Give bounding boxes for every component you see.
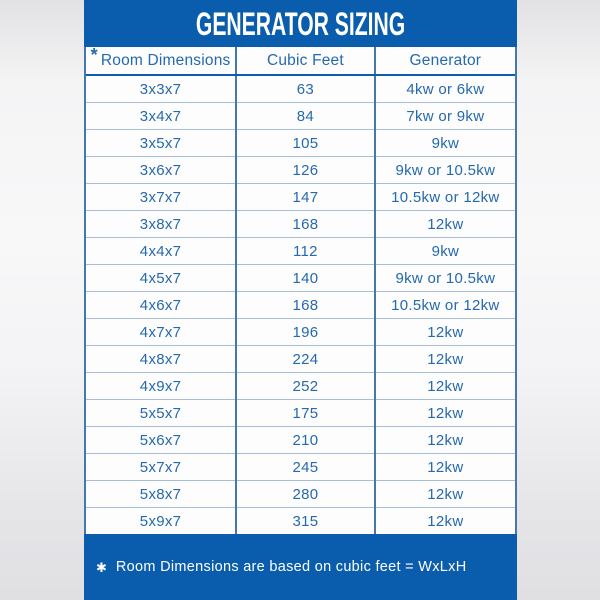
cell-cubic-feet: 168 [236, 211, 375, 238]
table-row [86, 373, 515, 400]
cell-generator: 12kw [375, 481, 515, 508]
column-header-room-dimensions-label: Room Dimensions [100, 51, 231, 69]
cell-cubic-feet: 210 [236, 427, 375, 454]
cell-room-dimensions: 5x5x7 [86, 400, 236, 427]
cell-room-dimensions: 4x5x7 [86, 265, 236, 292]
cell-generator: 10.5kw or 12kw [375, 292, 515, 319]
cell-room-dimensions: 4x6x7 [86, 292, 236, 319]
cell-room-dimensions: 3x5x7 [86, 130, 236, 157]
column-header-cubic-feet: Cubic Feet [236, 47, 375, 75]
table-area [84, 44, 517, 534]
cell-generator: 12kw [375, 319, 515, 346]
table-row [86, 346, 515, 373]
footer-bar [84, 534, 517, 600]
header-row [86, 47, 515, 75]
cell-cubic-feet: 84 [236, 103, 375, 130]
cell-room-dimensions: 4x7x7 [86, 319, 236, 346]
title-bar [84, 0, 517, 47]
cell-generator: 12kw [375, 211, 515, 238]
table-row [86, 265, 515, 292]
table-row [86, 319, 515, 346]
generator-sizing-panel [84, 0, 517, 600]
cell-cubic-feet: 196 [236, 319, 375, 346]
cell-generator: 12kw [375, 508, 515, 534]
cell-room-dimensions: 3x4x7 [86, 103, 236, 130]
table-row [86, 292, 515, 319]
cell-generator: 12kw [375, 400, 515, 427]
footnote-text: Room Dimensions are based on cubic feet = WxLxH [115, 559, 467, 575]
table-row [86, 211, 515, 238]
table-row [86, 75, 515, 103]
cell-generator: 12kw [375, 373, 515, 400]
cell-generator: 9kw or 10.5kw [375, 157, 515, 184]
cell-generator: 10.5kw or 12kw [375, 184, 515, 211]
cell-cubic-feet: 315 [236, 508, 375, 534]
cell-generator: 12kw [375, 454, 515, 481]
cell-cubic-feet: 147 [236, 184, 375, 211]
table-row [86, 400, 515, 427]
cell-room-dimensions: 5x6x7 [86, 427, 236, 454]
table-row [86, 157, 515, 184]
cell-room-dimensions: 5x9x7 [86, 508, 236, 534]
table-body [86, 75, 515, 534]
page-title: GENERATOR SIZING [195, 5, 406, 42]
cell-generator: 9kw [375, 130, 515, 157]
cell-room-dimensions: 4x4x7 [86, 238, 236, 265]
cell-generator: 4kw or 6kw [375, 75, 515, 103]
table-row [86, 238, 515, 265]
footnote-asterisk-icon: ✱ [96, 559, 107, 575]
cell-cubic-feet: 245 [236, 454, 375, 481]
cell-room-dimensions: 3x6x7 [86, 157, 236, 184]
cell-cubic-feet: 63 [236, 75, 375, 103]
table-row [86, 481, 515, 508]
cell-cubic-feet: 224 [236, 346, 375, 373]
cell-generator: 9kw [375, 238, 515, 265]
column-header-room-dimensions [86, 44, 236, 75]
cell-cubic-feet: 175 [236, 400, 375, 427]
cell-cubic-feet: 126 [236, 157, 375, 184]
table-row [86, 103, 515, 130]
column-header-generator: Generator [375, 47, 515, 75]
cell-cubic-feet: 280 [236, 481, 375, 508]
table-row [86, 130, 515, 157]
cell-room-dimensions: 3x8x7 [86, 211, 236, 238]
table-row [86, 454, 515, 481]
table-row [86, 184, 515, 211]
cell-room-dimensions: 4x8x7 [86, 346, 236, 373]
cell-cubic-feet: 105 [236, 130, 375, 157]
cell-generator: 12kw [375, 427, 515, 454]
cell-cubic-feet: 112 [236, 238, 375, 265]
cell-room-dimensions: 3x3x7 [139, 80, 182, 98]
cell-room-dimensions: 5x7x7 [86, 454, 236, 481]
cell-generator: 12kw [375, 346, 515, 373]
cell-cubic-feet: 168 [236, 292, 375, 319]
cell-generator: 7kw or 9kw [375, 103, 515, 130]
cell-room-dimensions: 4x9x7 [86, 373, 236, 400]
asterisk-mark: * [90, 44, 98, 65]
cell-cubic-feet: 252 [236, 373, 375, 400]
table-row [86, 427, 515, 454]
cell-room-dimensions: 3x7x7 [86, 184, 236, 211]
sizing-table [86, 44, 515, 534]
table-row [86, 508, 515, 534]
cell-room-dimensions: 5x8x7 [86, 481, 236, 508]
cell-generator: 9kw or 10.5kw [375, 265, 515, 292]
cell-cubic-feet: 140 [236, 265, 375, 292]
